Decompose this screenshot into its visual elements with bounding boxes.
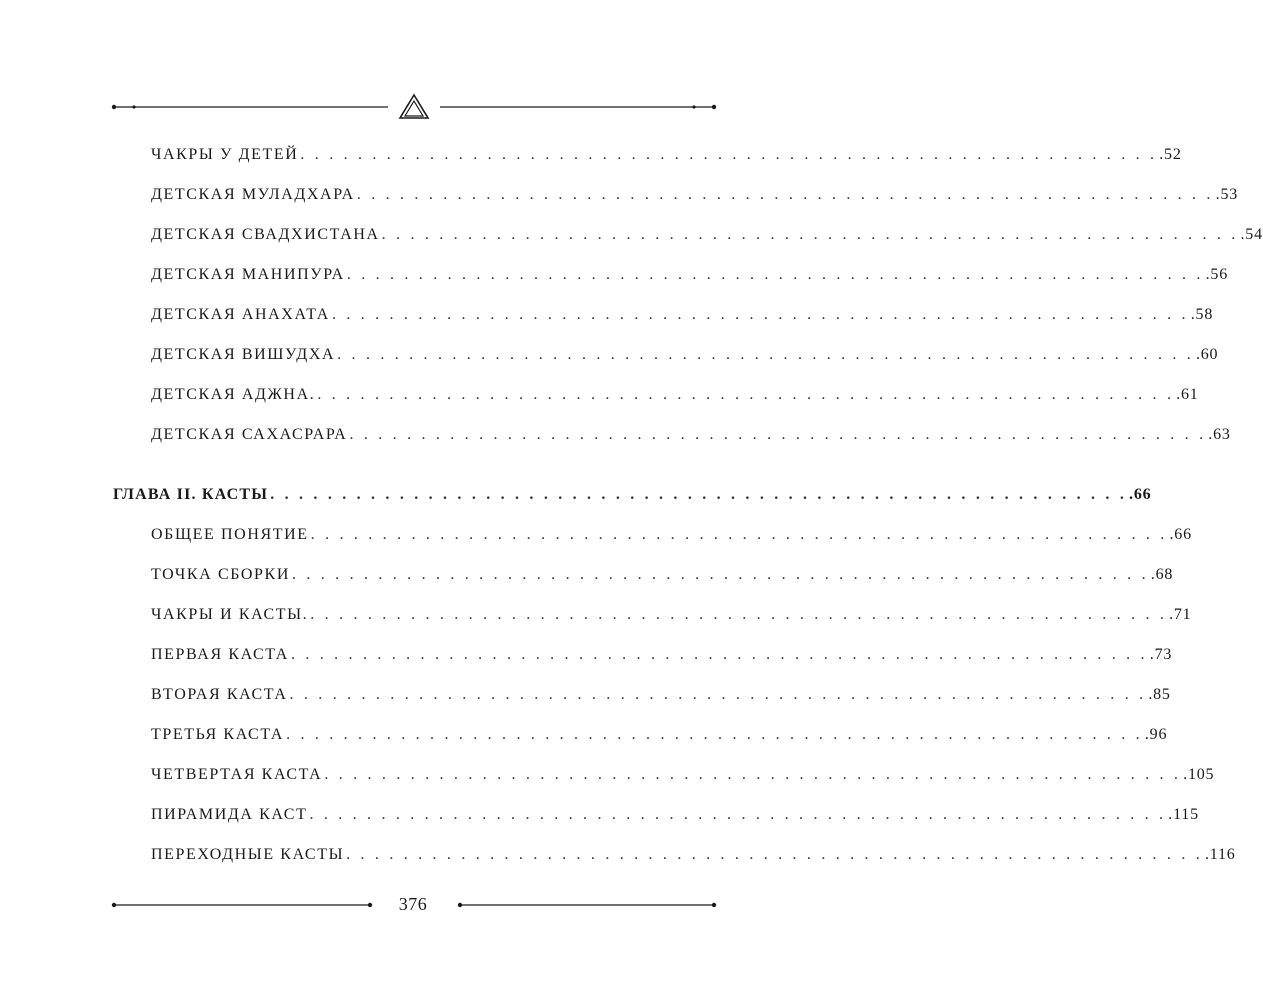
header-ornament-rule (112, 90, 716, 120)
toc-entry[interactable] (151, 566, 1174, 584)
toc-entry[interactable] (151, 386, 1199, 404)
entry-title: ДЕТСКАЯ МУЛАДХАРА (151, 186, 355, 203)
toc-entry[interactable] (151, 726, 1168, 744)
dot-leader: . . . . . . . . . . . . . . . . . . . . . . . . . . . . . . . . . . . . . . . . . . . . . . . . . . . . . . . . . . . . (300, 146, 1158, 163)
entry-title: ЧАКРЫ И КАСТЫ. (151, 606, 309, 623)
toc-entry[interactable] (151, 686, 1171, 704)
toc-entry[interactable] (151, 766, 1215, 784)
entry-page-number: .66 (1169, 526, 1192, 543)
rule-end-dot (112, 105, 116, 109)
triangle-ornament-icon (388, 94, 440, 118)
entry-page-number: .63 (1208, 426, 1231, 443)
entry-page-number: .53 (1215, 186, 1239, 203)
toc-entry[interactable] (151, 846, 1236, 864)
entry-page-number: .61 (1176, 386, 1199, 403)
entry-page-number: .115 (1168, 806, 1199, 823)
entry-title: ТОЧКА СБОРКИ (151, 566, 290, 583)
toc-entry[interactable] (151, 526, 1192, 544)
entry-page-number: .60 (1195, 346, 1219, 363)
chapter-page-number: .66 (1129, 486, 1152, 503)
entry-title: ЧАКРЫ У ДЕТЕЙ (151, 146, 299, 163)
entry-title: ПЕРВАЯ КАСТА (151, 646, 289, 663)
dot-leader: . . . . . . . . . . . . . . . . . . . . . . . . . . . . . . . . . . . . . . . . . . . . . . . . . . . . . . . . . . . . (310, 526, 1168, 543)
entry-page-number: .105 (1183, 766, 1215, 783)
dot-leader: . . . . . . . . . . . . . . . . . . . . . . . . . . . . . . . . . . . . . . . . . . . . . . . . . . . . . . . . . . . . (381, 226, 1239, 243)
dot-leader: . . . . . . . . . . . . . . . . . . . . . . . . . . . . . . . . . . . . . . . . . . . . . . . . . . . . . . . . . . . . (286, 726, 1143, 743)
rule-end-dot (458, 903, 462, 907)
toc-entry[interactable] (151, 266, 1229, 284)
dot-leader: . . . . . . . . . . . . . . . . . . . . . . . . . . . . . . . . . . . . . . . . . . . . . . . . . . . . . . . . . . . . (349, 426, 1207, 443)
dot-leader: . . . . . . . . . . . . . . . . . . . . . . . . . . . . . . . . . . . . . . . . . . . . . . . . . . . . . . . . . . . . (270, 486, 1128, 503)
rule-end-dot (712, 105, 716, 109)
dot-leader: . . . . . . . . . . . . . . . . . . . . . . . . . . . . . . . . . . . . . . . . . . . . . . . . . . . . . . . . . . . . (346, 266, 1204, 283)
entry-title: ДЕТСКАЯ АНАХАТА (151, 306, 330, 323)
dot-leader: . . . . . . . . . . . . . . . . . . . . . . . . . . . . . . . . . . . . . . . . . . . . . . . . . . . . . . . . . . . . (309, 806, 1167, 823)
toc-entry[interactable] (151, 186, 1239, 204)
entry-page-number: .52 (1159, 146, 1182, 163)
entry-page-number: .71 (1169, 606, 1192, 623)
dot-leader: . . . . . . . . . . . . . . . . . . . . . . . . . . . . . . . . . . . . . . . . . . . . . . . . . . . . . . . . . . . . (356, 186, 1214, 203)
entry-page-number: .58 (1190, 306, 1214, 323)
dot-leader: . . . . . . . . . . . . . . . . . . . . . . . . . . . . . . . . . . . . . . . . . . . . . . . . . . . . . . . . . . . . (331, 306, 1189, 323)
dot-leader: . . . . . . . . . . . . . . . . . . . . . . . . . . . . . . . . . . . . . . . . . . . . . . . . . . . . . . . . . . . . (310, 606, 1168, 623)
toc-entry[interactable] (151, 646, 1173, 664)
toc-entry[interactable] (151, 226, 1263, 244)
rule-end-dot (112, 903, 116, 907)
entry-title: ВТОРАЯ КАСТА (151, 686, 288, 703)
toc-chapter-entry[interactable] (113, 486, 1152, 504)
entry-page-number: .96 (1144, 726, 1168, 743)
entry-title: ДЕТСКАЯ ВИШУДХА (151, 346, 336, 363)
entry-title: ОБЩЕЕ ПОНЯТИЕ (151, 526, 309, 543)
entry-title: ЧЕТВЕРТАЯ КАСТА (151, 766, 323, 783)
dot-leader: . . . . . . . . . . . . . . . . . . . . . . . . . . . . . . . . . . . . . . . . . . . . . . . . . . . . . . . . . . . . (289, 686, 1147, 703)
dot-leader: . . . . . . . . . . . . . . . . . . . . . . . . . . . . . . . . . . . . . . . . . . . . . . . . . . . . . . . . . . . . (291, 566, 1149, 583)
rule-end-dot (368, 903, 372, 907)
toc-entry[interactable] (151, 606, 1192, 624)
entry-page-number: .54 (1240, 226, 1263, 243)
entry-title: ДЕТСКАЯ САХАСРАРА (151, 426, 348, 443)
rule-end-dot (132, 105, 135, 108)
entry-title: ТРЕТЬЯ КАСТА (151, 726, 285, 743)
page-number: 376 (398, 894, 428, 914)
entry-title: ДЕТСКАЯ АДЖНА. (151, 386, 316, 403)
entry-page-number: .68 (1150, 566, 1174, 583)
rule-end-dot (692, 105, 695, 108)
dot-leader: . . . . . . . . . . . . . . . . . . . . . . . . . . . . . . . . . . . . . . . . . . . . . . . . . . . . . . . . . . . . (290, 646, 1148, 663)
entry-page-number: .85 (1148, 686, 1171, 703)
dot-leader: . . . . . . . . . . . . . . . . . . . . . . . . . . . . . . . . . . . . . . . . . . . . . . . . . . . . . . . . . . . . (346, 846, 1203, 863)
toc-entry[interactable] (151, 306, 1214, 324)
toc-entry[interactable] (151, 346, 1219, 364)
entry-page-number: .73 (1149, 646, 1173, 663)
dot-leader: . . . . . . . . . . . . . . . . . . . . . . . . . . . . . . . . . . . . . . . . . . . . . . . . . . . . . . . . . . . . (324, 766, 1182, 783)
rule-end-dot (712, 903, 716, 907)
entry-page-number: .56 (1205, 266, 1229, 283)
toc-entry[interactable] (151, 806, 1199, 824)
dot-leader: . . . . . . . . . . . . . . . . . . . . . . . . . . . . . . . . . . . . . . . . . . . . . . . . . . . . . . . . . . . . (337, 346, 1194, 363)
chapter-title: ГЛАВА II. КАСТЫ (113, 486, 269, 503)
toc-entry[interactable] (151, 146, 1182, 164)
entry-title: ПЕРЕХОДНЫЕ КАСТЫ (151, 846, 345, 863)
entry-title: ПИРАМИДА КАСТ (151, 806, 308, 823)
entry-title: ДЕТСКАЯ МАНИПУРА (151, 266, 345, 283)
dot-leader: . . . . . . . . . . . . . . . . . . . . . . . . . . . . . . . . . . . . . . . . . . . . . . . . . . . . . . . . . . . . (317, 386, 1175, 403)
entry-page-number: .116 (1204, 846, 1236, 863)
entry-title: ДЕТСКАЯ СВАДХИСТАНА (151, 226, 380, 243)
toc-entry[interactable] (151, 426, 1231, 444)
